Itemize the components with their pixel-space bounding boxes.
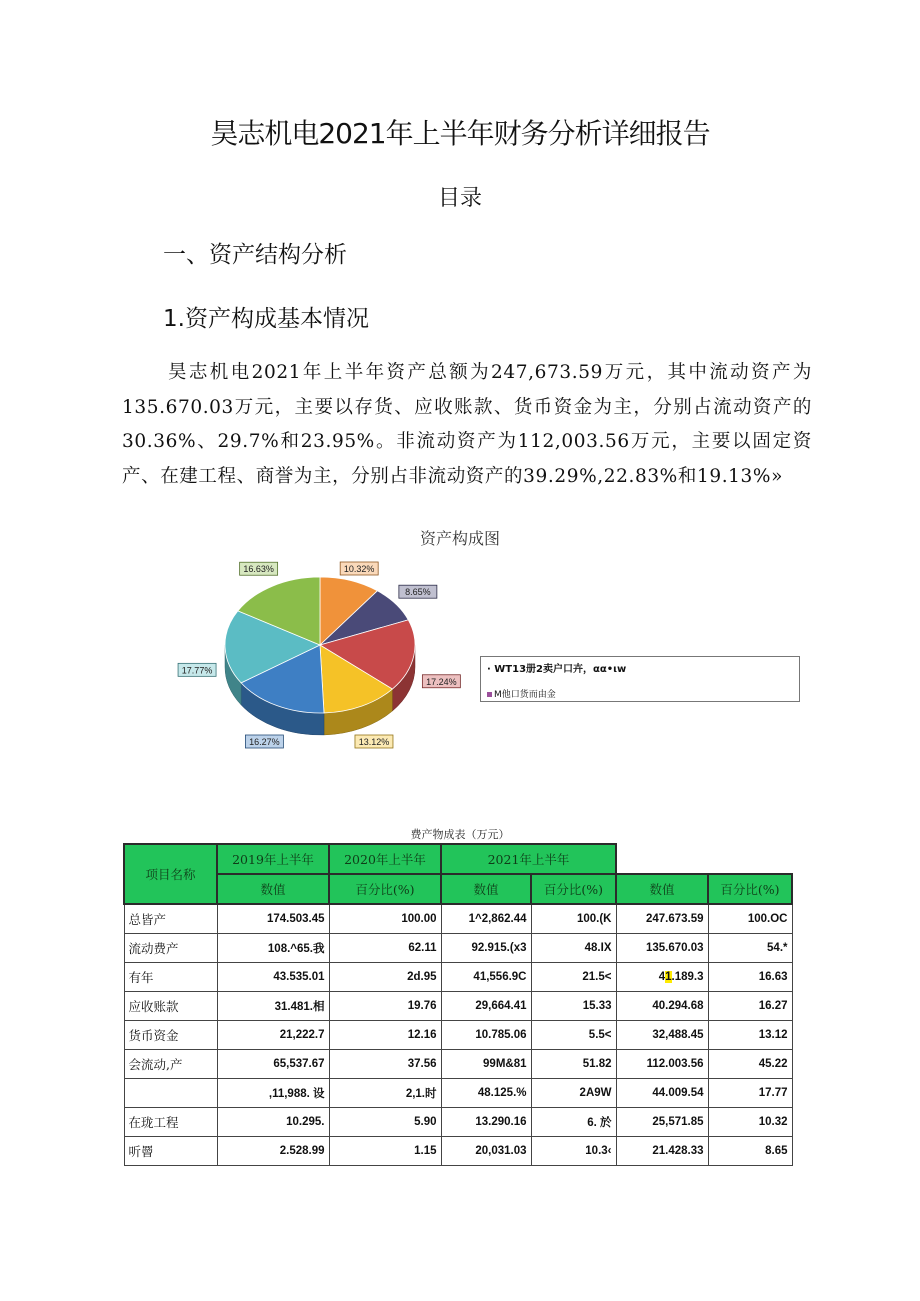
cell-percent: 100.(K bbox=[531, 904, 616, 933]
cell-percent: 100.00 bbox=[329, 904, 441, 933]
row-item-name: 总皆产 bbox=[124, 904, 217, 933]
pie-slice-label bbox=[399, 585, 437, 598]
cell-value: 247.673.59 bbox=[616, 904, 708, 933]
cell-percent: 13.12 bbox=[708, 1020, 792, 1049]
table-row bbox=[124, 1136, 792, 1165]
table-caption: 费产物成表（万元） bbox=[410, 828, 510, 841]
table-row bbox=[124, 1107, 792, 1136]
row-item-name: 听罾 bbox=[124, 1136, 217, 1165]
cell-value: 29,664.41 bbox=[441, 991, 531, 1020]
cell-value: 31.481.相 bbox=[217, 991, 329, 1020]
cell-percent: 5.90 bbox=[329, 1107, 441, 1136]
cell-percent: 8.65 bbox=[708, 1136, 792, 1165]
cell-value: 20,031.03 bbox=[441, 1136, 531, 1165]
legend-entry-2-label: M他口货而由金 bbox=[494, 690, 556, 700]
pie-label-text: 17.77% bbox=[181, 665, 213, 676]
cell-percent: 21.5< bbox=[531, 962, 616, 991]
row-item-name: 会流动,产 bbox=[124, 1049, 217, 1078]
row-item-name: 有年 bbox=[124, 962, 217, 991]
table-row bbox=[124, 1078, 792, 1107]
legend-entry-2 bbox=[487, 687, 556, 700]
cell-value: ,11,988. 设 bbox=[217, 1078, 329, 1107]
cell-percent: 15.33 bbox=[531, 991, 616, 1020]
report-title: 昊志机电2021年上半年财务分析详细报告 bbox=[210, 117, 710, 150]
subheader-value: 数值 bbox=[616, 874, 708, 904]
cell-percent: 2,1.时 bbox=[329, 1078, 441, 1107]
cell-value: 41.189.3 bbox=[616, 962, 708, 991]
cell-value: 43.535.01 bbox=[217, 962, 329, 991]
table-row bbox=[124, 1020, 792, 1049]
pie-slice-label bbox=[245, 735, 283, 748]
cell-value: 10.295. bbox=[217, 1107, 329, 1136]
pie-label-text: 16.63% bbox=[243, 564, 274, 575]
table-body bbox=[124, 904, 792, 1165]
pie-label-text: 17.24% bbox=[426, 676, 457, 687]
cell-percent: 62.11 bbox=[329, 933, 441, 962]
header-year-2020: 2020年上半年 bbox=[329, 844, 441, 874]
highlight-mark: 1 bbox=[665, 970, 672, 983]
header-item-name: 项目名称 bbox=[124, 844, 217, 904]
pie-label-text: 13.12% bbox=[358, 737, 390, 747]
cell-value: 32,488.45 bbox=[616, 1020, 708, 1049]
cell-value: 135.670.03 bbox=[616, 933, 708, 962]
cell-percent: 10.32 bbox=[708, 1107, 792, 1136]
cell-percent: 51.82 bbox=[531, 1049, 616, 1078]
cell-percent: 6. 於 bbox=[531, 1107, 616, 1136]
cell-percent: 5.5< bbox=[531, 1020, 616, 1049]
legend-swatch bbox=[487, 692, 492, 697]
pie-label-text: 10.32% bbox=[343, 564, 375, 574]
asset-composition-table bbox=[123, 843, 793, 1166]
cell-percent: 12.16 bbox=[329, 1020, 441, 1049]
cell-percent: 17.77 bbox=[708, 1078, 792, 1107]
subsection-heading-asset-composition: 1.资产构成基本情况 bbox=[163, 306, 369, 332]
header-blank bbox=[616, 844, 792, 874]
header-year-2021: 2021年上半年 bbox=[441, 844, 616, 874]
pie-label-text: 8.65% bbox=[405, 587, 431, 598]
cell-value: 1^2,862.44 bbox=[441, 904, 531, 933]
row-item-name: 流动费产 bbox=[124, 933, 217, 962]
cell-value: 40.294.68 bbox=[616, 991, 708, 1020]
asset-summary-paragraph: 昊志机电2021年上半年资产总额为247,673.59万元，其中流动资产为135.670.03万元，主要以存货、应收账款、货币资金为主，分别占流动资产的30.36%、29.7%和23.95%。非流动资产为112,003.56万元，主要以固定资产、在建工程、商誉为主，分别占非流动资产的39.29%,22.83%和19.13%» bbox=[122, 362, 812, 487]
pie-label-text: 16.27% bbox=[249, 737, 280, 747]
pie-slice-label bbox=[355, 735, 393, 748]
cell-percent: 1.15 bbox=[329, 1136, 441, 1165]
subheader-percent: 百分比(%) bbox=[329, 874, 441, 904]
cell-percent: 16.63 bbox=[708, 962, 792, 991]
cell-percent: 2d.95 bbox=[329, 962, 441, 991]
cell-percent: 19.76 bbox=[329, 991, 441, 1020]
table-row bbox=[124, 962, 792, 991]
subheader-value: 数值 bbox=[217, 874, 329, 904]
row-item-name: 应收账款 bbox=[124, 991, 217, 1020]
cell-value: 2.528.99 bbox=[217, 1136, 329, 1165]
cell-value: 99M&81 bbox=[441, 1049, 531, 1078]
cell-value: 13.290.16 bbox=[441, 1107, 531, 1136]
cell-percent: 16.27 bbox=[708, 991, 792, 1020]
cell-value: 48.125.% bbox=[441, 1078, 531, 1107]
cell-value: 10.785.06 bbox=[441, 1020, 531, 1049]
subheader-percent: 百分比(%) bbox=[531, 874, 616, 904]
cell-value: 44.009.54 bbox=[616, 1078, 708, 1107]
pie-slice-label bbox=[422, 675, 460, 688]
pie-slice-label bbox=[340, 562, 378, 575]
cell-percent: 37.56 bbox=[329, 1049, 441, 1078]
subheader-value: 数值 bbox=[441, 874, 531, 904]
cell-percent: 45.22 bbox=[708, 1049, 792, 1078]
cell-value: 21.428.33 bbox=[616, 1136, 708, 1165]
chart-title: 资产构成图 bbox=[419, 529, 500, 548]
cell-value: 25,571.85 bbox=[616, 1107, 708, 1136]
subheader-percent: 百分比(%) bbox=[708, 874, 792, 904]
table-header-row-years bbox=[124, 844, 792, 874]
table-row bbox=[124, 904, 792, 933]
asset-pie-chart bbox=[160, 560, 470, 750]
table-row bbox=[124, 933, 792, 962]
table-header-row-metrics bbox=[124, 874, 792, 904]
cell-value: 92.915.(x3 bbox=[441, 933, 531, 962]
row-item-name: 在珑工程 bbox=[124, 1107, 217, 1136]
row-item-name bbox=[124, 1078, 217, 1107]
toc-heading: 目录 bbox=[437, 186, 482, 211]
row-item-name: 货币资金 bbox=[124, 1020, 217, 1049]
cell-value: 174.503.45 bbox=[217, 904, 329, 933]
cell-percent: 2A9W bbox=[531, 1078, 616, 1107]
cell-percent: 10.3‹ bbox=[531, 1136, 616, 1165]
cell-value: 41,556.9C bbox=[441, 962, 531, 991]
cell-percent: 54.* bbox=[708, 933, 792, 962]
legend-entry-1: · WT13册2卖户口卉，αα•ιw bbox=[487, 664, 627, 675]
pie-slice-label bbox=[178, 663, 216, 676]
cell-value: 112.003.56 bbox=[616, 1049, 708, 1078]
section-heading-asset-structure: 一、资产结构分析 bbox=[163, 242, 347, 268]
cell-percent: 100.OC bbox=[708, 904, 792, 933]
cell-value: 108.^65.我 bbox=[217, 933, 329, 962]
chart-legend bbox=[480, 656, 800, 702]
cell-value: 21,222.7 bbox=[217, 1020, 329, 1049]
pie-slice-label bbox=[240, 562, 278, 575]
header-year-2019: 2019年上半年 bbox=[217, 844, 329, 874]
table-row bbox=[124, 1049, 792, 1078]
table-row bbox=[124, 991, 792, 1020]
cell-percent: 48.IX bbox=[531, 933, 616, 962]
cell-value: 65,537.67 bbox=[217, 1049, 329, 1078]
